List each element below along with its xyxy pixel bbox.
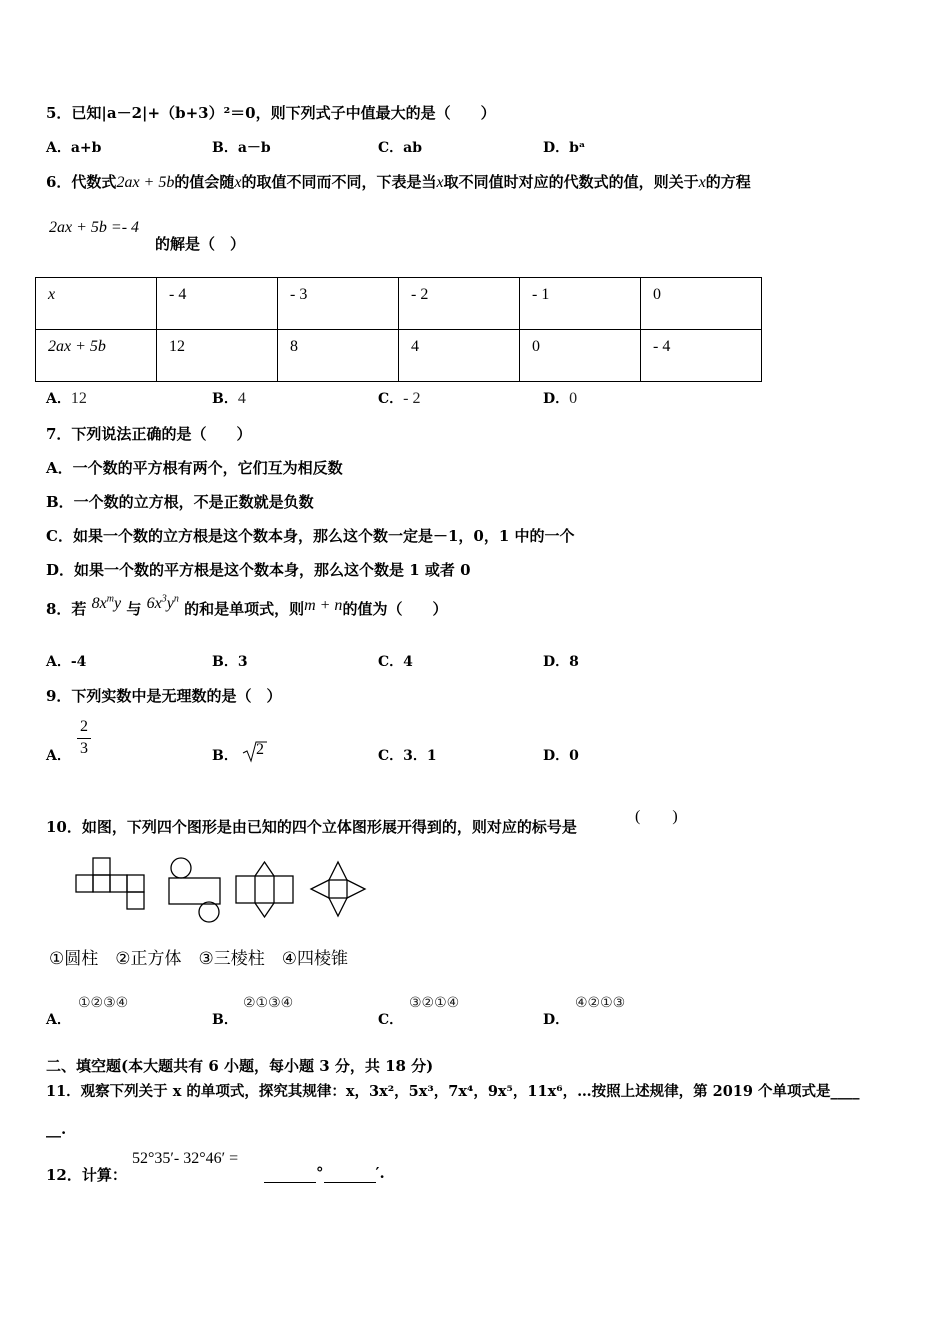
q8-term1-tail: y <box>114 595 122 612</box>
square-pyramid-net-icon <box>311 862 365 916</box>
q6-option-c <box>378 388 420 408</box>
q6-expr: 2ax + 5b <box>116 174 175 191</box>
q10-option-b-value: ②①③④ <box>243 995 294 1011</box>
q6-x-2: x <box>436 174 444 191</box>
q8-term1-exp: m <box>106 593 115 605</box>
table-cell: 0 <box>520 330 641 382</box>
q8-term2-exp2: n <box>173 593 179 605</box>
table-cell: - 4 <box>641 330 762 382</box>
q6-stem-c: 的取值不同而不同，下表是当 <box>241 173 437 191</box>
option-value: 0 <box>569 748 579 764</box>
q8-stem-c: 的和是单项式，则 <box>184 600 305 618</box>
q5-option-a: A．a+b <box>46 140 102 156</box>
section-2-heading: 二、填空题(本大题共有 6 小题，每小题 3 分，共 18 分) <box>46 1057 434 1075</box>
q10-option-d-value: ④②①③ <box>575 995 626 1011</box>
option-value: - 2 <box>403 390 421 407</box>
q8-option-a: A．-4 <box>46 654 87 670</box>
q5-option-b: B．a－b <box>212 140 271 156</box>
q8-stem <box>46 593 448 619</box>
q6-stem-d: 取不同值时对应的代数式的值，则关于 <box>443 173 699 191</box>
option-letter: A． <box>46 391 71 407</box>
q8-stem-a: 8．若 <box>46 600 87 618</box>
q6-value-table <box>35 277 762 382</box>
q8-term2-mid: y <box>166 595 174 612</box>
q6-x-1: x <box>234 174 242 191</box>
q9-option-b-letter: B． <box>212 748 238 764</box>
q11-stem: 11．观察下列关于 x 的单项式，探究其规律：x，3x²，5x³，7x⁴，9x⁵，11x⁶，…按照上述规律，第 2019 个单项式是____ <box>46 1083 860 1100</box>
q6-stem-e: 的方程 <box>705 173 751 191</box>
q9-stem: 9．下列实数中是无理数的是（ ） <box>46 687 282 705</box>
option-letter: B． <box>212 391 238 407</box>
q8-option-d: D．8 <box>543 654 579 670</box>
q8-sum: m + n <box>304 597 343 614</box>
option-letter: D． <box>543 748 570 764</box>
option-value: 12 <box>70 390 87 407</box>
q10-option-d-letter: D． <box>543 1012 570 1028</box>
cube-net-icon <box>76 858 144 909</box>
q9-sqrt <box>243 741 264 759</box>
table-cell: - 1 <box>520 278 641 330</box>
q5-option-d: D．bᵃ <box>543 140 586 156</box>
triangular-prism-net-icon <box>236 862 293 917</box>
q6-stem-f: 的解是（ ） <box>155 235 246 253</box>
q8-term1-base: 8x <box>91 595 107 612</box>
table-cell: x <box>36 278 157 330</box>
q11-tail: __. <box>46 1120 67 1138</box>
q12-min-unit: ′. <box>375 1164 385 1182</box>
q6-equation: 2ax + 5b =- 4 <box>49 219 140 236</box>
table-cell: - 2 <box>399 278 520 330</box>
q8-stem-b: 与 <box>126 600 142 618</box>
option-letter: D． <box>543 391 570 407</box>
q10-paren: ( ) <box>635 808 678 825</box>
q10-solids-labels: ①圆柱 ②正方体 ③三棱柱 ④四棱锥 <box>49 949 348 969</box>
option-value: 4 <box>237 390 246 407</box>
q8-term2-exp: 3 <box>161 593 167 605</box>
table-cell: 2ax + 5b <box>36 330 157 382</box>
q10-option-c-letter: C． <box>378 1012 404 1028</box>
q12-blank-degrees[interactable] <box>264 1164 316 1183</box>
cylinder-net-icon <box>169 858 220 922</box>
table-cell: 12 <box>157 330 278 382</box>
table-cell: 8 <box>278 330 399 382</box>
q8-option-c: C．4 <box>378 654 413 670</box>
q6-option-d <box>543 388 577 408</box>
table-cell: 0 <box>641 278 762 330</box>
q8-stem-d: 的值为（ ） <box>342 600 448 618</box>
q8-term2 <box>147 595 179 612</box>
q9-option-d <box>543 745 579 765</box>
q10-option-a-value: ①②③④ <box>78 995 129 1011</box>
q8-term1 <box>92 595 121 612</box>
q12-answer <box>264 1164 385 1183</box>
q7-option-b: B．一个数的立方根，不是正数就是负数 <box>46 493 314 511</box>
q7-option-a: A．一个数的平方根有两个，它们互为相反数 <box>46 459 343 477</box>
q9-option-c <box>378 745 437 765</box>
table-cell: - 4 <box>157 278 278 330</box>
q12-stem: 12．计算： <box>46 1166 127 1184</box>
q9-option-a-letter: A． <box>46 748 71 764</box>
q5-option-c: C．ab <box>378 140 423 156</box>
q6-x-3: x <box>698 174 706 191</box>
q7-option-d: D．如果一个数的平方根是这个数本身，那么这个数是 1 或者 0 <box>46 561 471 579</box>
q12-expr: 52°35′- 32°46′ = <box>132 1150 239 1167</box>
option-letter: C． <box>378 748 404 764</box>
table-cell: 4 <box>399 330 520 382</box>
sqrt-value: 2 <box>256 741 264 758</box>
q12-deg-unit: ° <box>316 1164 324 1182</box>
q6-stem-b: 的值会随 <box>174 173 235 191</box>
q6-option-b <box>212 388 246 408</box>
fraction-denominator: 3 <box>77 738 91 758</box>
q6-option-a <box>46 388 87 408</box>
option-letter: C． <box>378 391 404 407</box>
fraction-numerator: 2 <box>80 718 88 735</box>
q10-stem: 10．如图，下列四个图形是由已知的四个立体图形展开得到的，则对应的标号是 <box>46 818 577 836</box>
q7-option-c: C．如果一个数的立方根是这个数本身，那么这个数一定是－1，0，1 中的一个 <box>46 527 575 545</box>
q10-option-a-letter: A． <box>46 1012 71 1028</box>
q9-fraction <box>77 718 91 758</box>
q10-nets-figure <box>74 858 374 928</box>
q6-stem-a: 6．代数式 <box>46 173 117 191</box>
q10-option-c-value: ③②①④ <box>409 995 460 1011</box>
option-value: 0 <box>569 390 578 407</box>
q8-term2-base: 6x <box>146 595 162 612</box>
q6-stem <box>46 171 751 192</box>
table-row <box>36 330 762 382</box>
q8-option-b: B．3 <box>212 654 248 670</box>
table-cell: - 3 <box>278 278 399 330</box>
q5-stem: 5．已知|a－2|+（b+3）²＝0，则下列式子中值最大的是（ ） <box>46 104 496 122</box>
q10-option-b-letter: B． <box>212 1012 238 1028</box>
q7-stem: 7．下列说法正确的是（ ） <box>46 425 252 443</box>
option-value: 3．1 <box>403 748 437 764</box>
table-row <box>36 278 762 330</box>
q12-blank-minutes[interactable] <box>324 1164 376 1183</box>
